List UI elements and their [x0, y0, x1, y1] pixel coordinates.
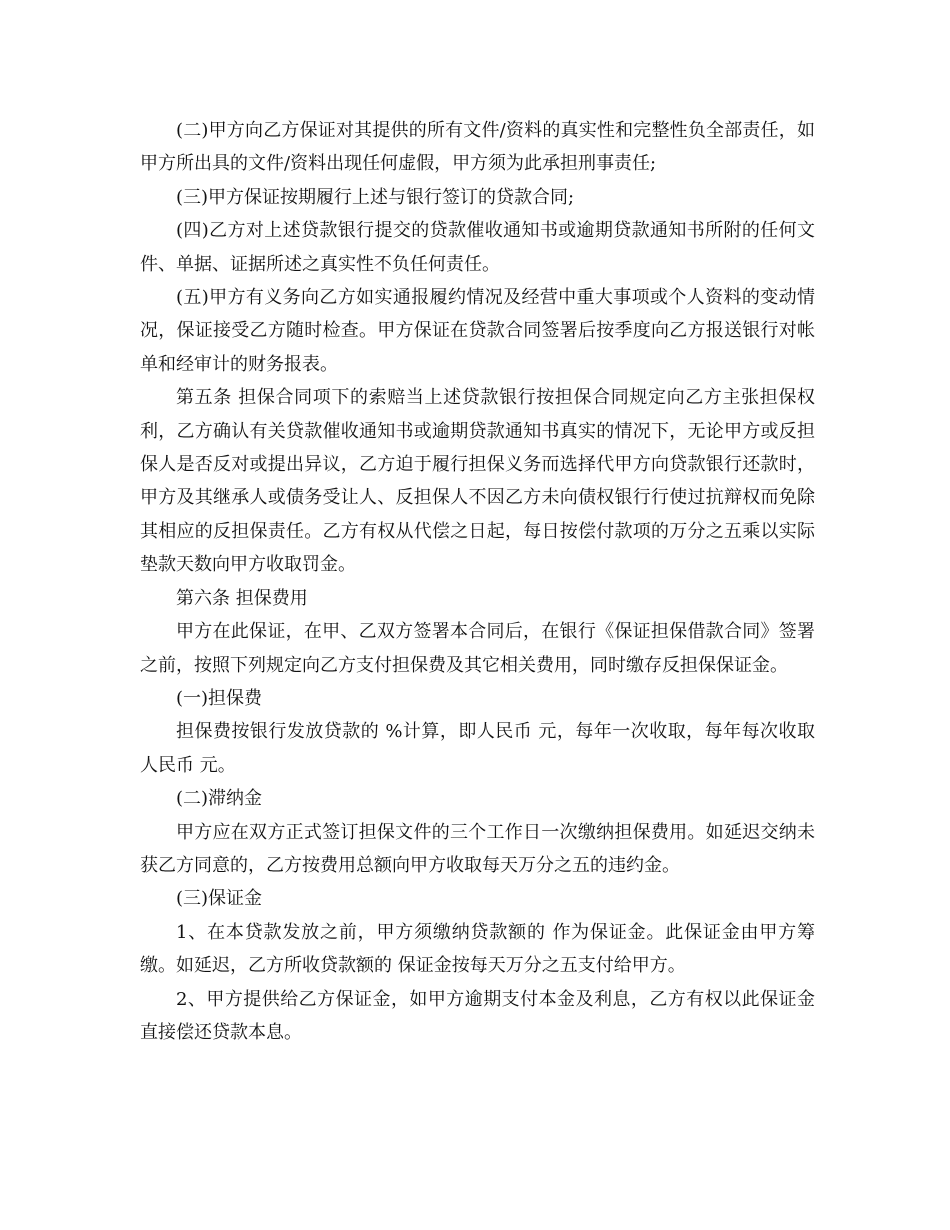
deposit-item-1: 1、在本贷款发放之前，甲方须缴纳贷款额的 作为保证金。此保证金由甲方筹缴。如延迟，乙方所收贷款额的 保证金按每天万分之五支付给甲方。	[140, 921, 815, 977]
clause-paragraph-2-guarantee-docs: (二)甲方向乙方保证对其提供的所有文件/资料的真实性和完整性负全部责任，如甲方所出具的文件/资料出现任何虚假，甲方须为此承担刑事责任;	[140, 120, 815, 175]
clause-paragraph-5-reporting: (五)甲方有义务向乙方如实通报履约情况及经营中重大事项或个人资料的变动情况，保证接受乙方随时检查。甲方保证在贷款合同签署后按季度向乙方报送银行对帐单和经审计的财务报表。	[140, 287, 815, 375]
document-body	[140, 114, 815, 1049]
subheading-late-fee: (二)滞纳金	[176, 788, 263, 810]
article-5-claims: 第五条 担保合同项下的索赔当上述贷款银行按担保合同规定向乙方主张担保权利，乙方确认有关贷款催收通知书或逾期贷款通知书真实的情况下，无论甲方或反担保人是否反对或提出异议，乙方迫于履行担保义务而选择代甲方向贷款银行还款时，甲方及其继承人或债务受让人、反担保人不因乙方未向债权银行行使过抗辩权而免除其相应的反担保责任。乙方有权从代偿之日起，每日按偿付款项的万分之五乘以实际垫款天数向甲方收取罚金。	[140, 387, 815, 576]
subheading-deposit: (三)保证金	[176, 888, 263, 910]
article-6-intro: 甲方在此保证，在甲、乙双方签署本合同后，在银行《保证担保借款合同》签署之前，按照下列规定向乙方支付担保费及其它相关费用，同时缴存反担保保证金。	[140, 621, 815, 676]
guarantee-fee-text: 担保费按银行发放贷款的 %计算，即人民币 元，每年一次收取，每年每次收取人民币 元。	[140, 721, 815, 776]
deposit-item-2: 2、甲方提供给乙方保证金，如甲方逾期支付本金及利息，乙方有权以此保证金直接偿还贷款本息。	[140, 988, 815, 1043]
late-fee-text: 甲方应在双方正式签订担保文件的三个工作日一次缴纳担保费用。如延迟交纳未获乙方同意的，乙方按费用总额向甲方收取每天万分之五的违约金。	[140, 821, 815, 876]
clause-paragraph-3-perform-loan: (三)甲方保证按期履行上述与银行签订的贷款合同;	[176, 186, 575, 208]
clause-paragraph-4-no-responsibility: (四)乙方对上述贷款银行提交的贷款催收通知书或逾期贷款通知书所附的任何文件、单据、证据所述之真实性不负任何责任。	[140, 220, 815, 275]
subheading-guarantee-fee: (一)担保费	[176, 687, 263, 709]
article-6-heading: 第六条 担保费用	[176, 587, 308, 609]
